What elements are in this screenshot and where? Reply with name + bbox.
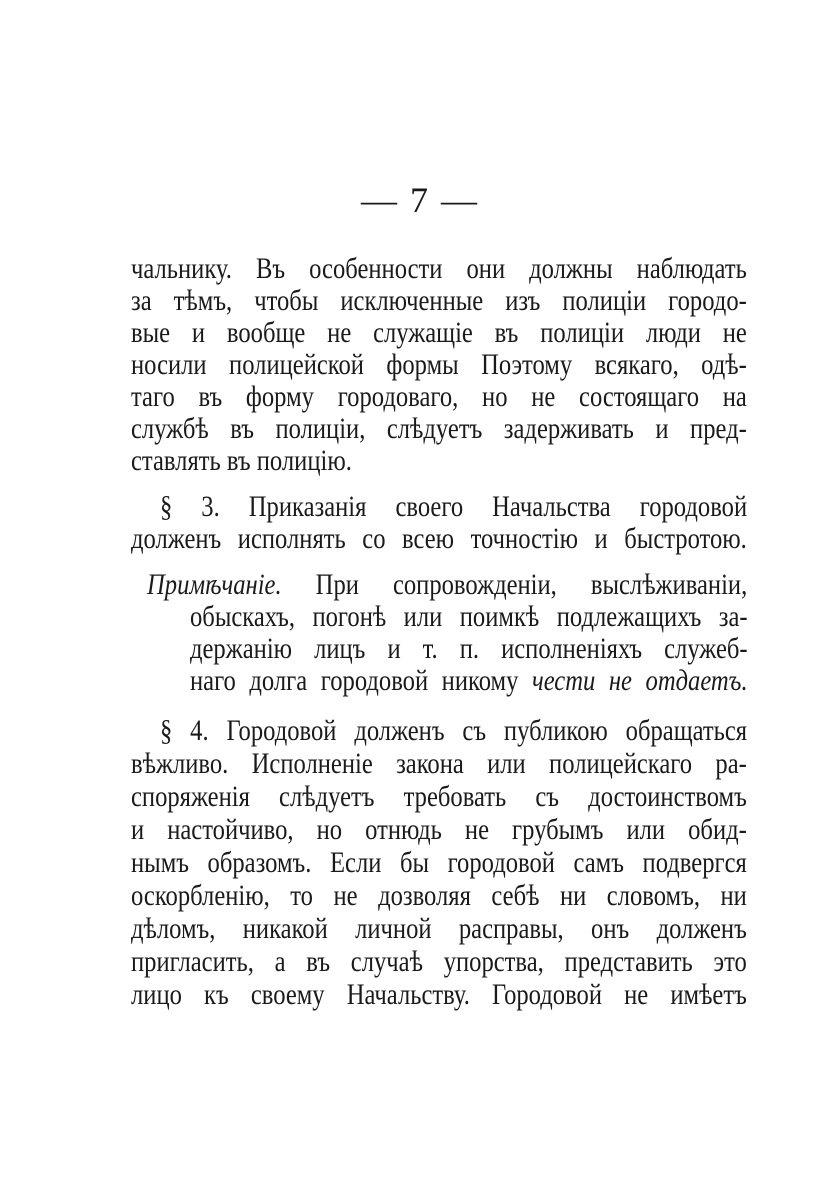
text-line: вые и вообще не служащіе въ полиціи люди не	[131, 316, 747, 349]
text-line: чальнику. Въ особенности они должны наблюдать	[131, 252, 747, 285]
text-line: споряженія слѣдуетъ требовать съ достоинствомъ	[131, 780, 747, 813]
text-line: и настойчиво, но отнюдь не грубымъ или обид-	[131, 813, 747, 846]
text-line: долженъ исполнять со всею точностію и быстротою.	[131, 522, 747, 555]
text-line: за тѣмъ, чтобы исключенные изъ полиціи городо-	[131, 284, 747, 317]
note-first-line-text: При сопровожденіи, выслѣживаніи,	[315, 568, 748, 601]
text-line: службѣ въ полиціи, слѣдуетъ задерживать и пред-	[131, 412, 747, 445]
note-last-line	[190, 662, 748, 700]
note-label: Примѣчаніе.	[147, 568, 282, 601]
section-3-heading-line: § 3. Приказанія своего Начальства городовой	[160, 490, 748, 523]
text-line: лицо къ своему Начальству. Городовой не имѣетъ	[131, 978, 747, 1011]
text-line: пригласить, а въ случаѣ упорства, представить это	[131, 945, 747, 978]
text-line: таго въ форму городоваго, но не состоящаго на	[131, 380, 747, 413]
note-line: держанію лицъ и т. п. исполненіяхъ служеб-	[190, 632, 748, 665]
text-line: ставлять въ полицію.	[131, 444, 352, 477]
text-line: вѣжливо. Исполненіе закона или полицейскаго ра-	[131, 747, 747, 780]
note-line: обыскахъ, погонѣ или поимкѣ подлежащихъ за-	[190, 600, 748, 633]
text-line: носили полицейской формы Поэтому всякаго, одѣ-	[131, 348, 747, 381]
text-line: дѣломъ, никакой личной расправы, онъ долженъ	[131, 912, 747, 945]
note-last-line-text: наго долга городовой никому	[190, 664, 519, 697]
page-number: — 7 —	[361, 180, 479, 220]
text-line: нымъ образомъ. Если бы городовой самъ подвергся	[131, 846, 747, 879]
note-emphasis: чести не отдаетъ.	[531, 664, 748, 697]
section-4-heading-line: § 4. Городовой долженъ съ публикою обращаться	[160, 714, 748, 747]
text-line: оскорбленію, то не дозволяя себѣ ни словомъ, ни	[131, 879, 747, 912]
